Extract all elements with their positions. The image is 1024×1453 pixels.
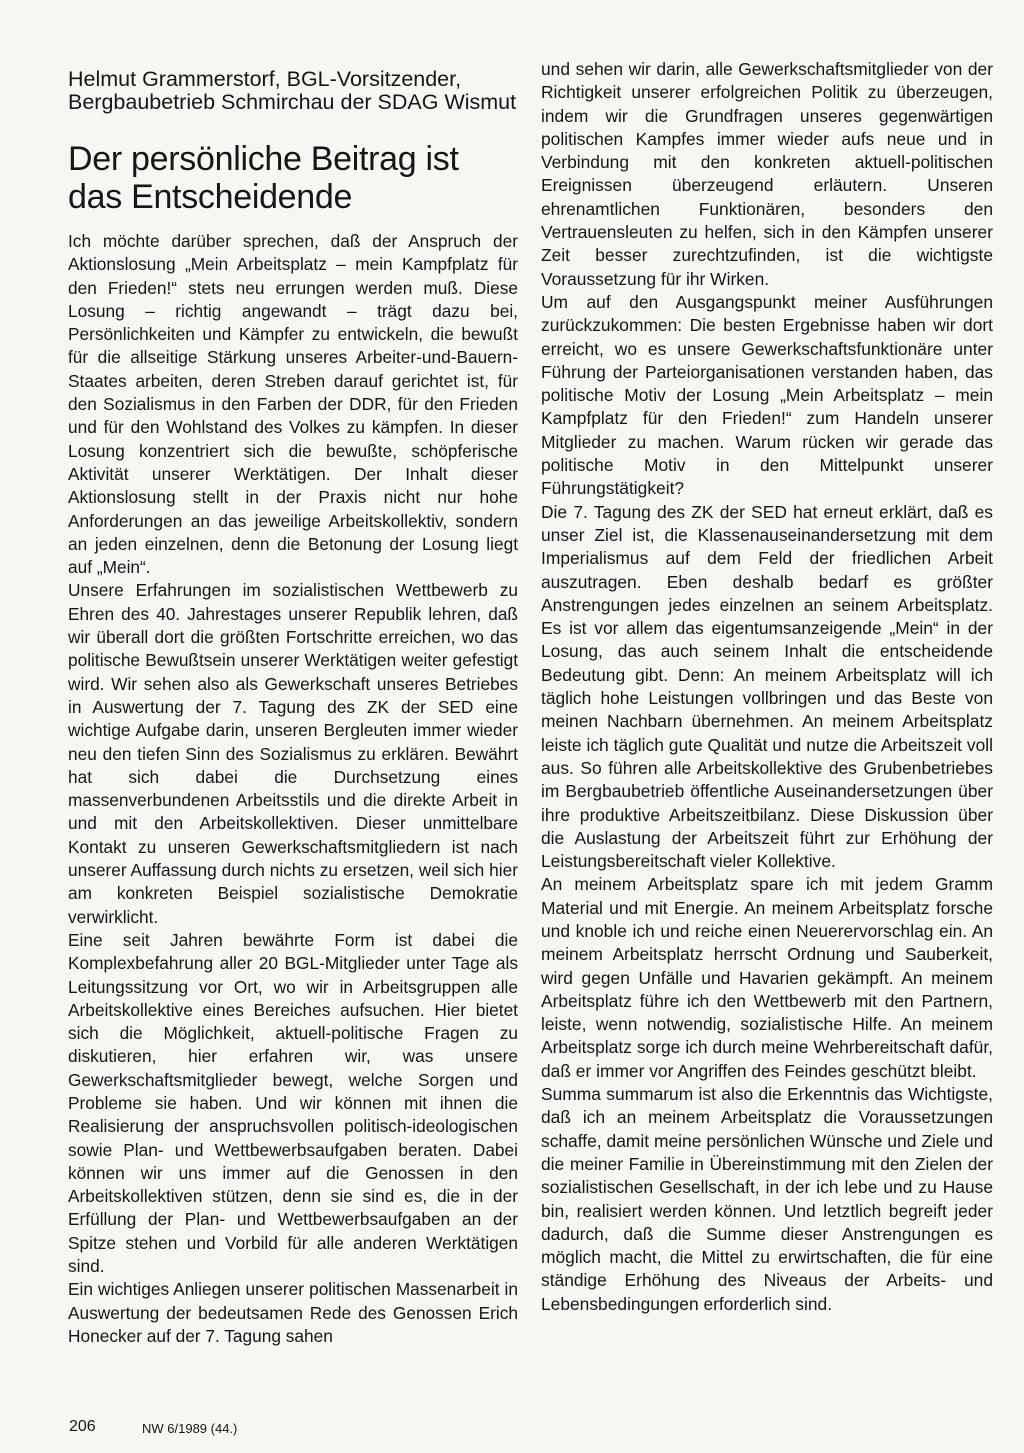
paragraph: Unsere Erfahrungen im sozialistischen Wettbewerb zu Ehren des 40. Jahrestages unserer Republik lehren, daß wir überall dort die größten Fortschritte erreichen, wo das politische Bewußtsein unserer Werktätigen weiter gefestigt wird. Wir sehen also als Gewerkschaft unseres Betriebes in Auswertung der 7. Tagung des ZK der SED eine wichtige Aufgabe darin, unseren Bergleuten immer wieder neu den tiefen Sinn des Sozialismus zu erklären. Bewährt hat sich dabei die Durchsetzung eines massenverbundenen Arbeitsstils und die direkte Arbeit in und mit den Arbeitskollektiven. Dieser unmittelbare Kontakt zu unseren Gewerkschaftsmitgliedern ist nach unserer Auffassung durch nichts zu ersetzen, weil sich hier am konkreten Beispiel sozialistische Demokratie verwirklicht. — [68, 580, 518, 927]
paragraph: Eine seit Jahren bewährte Form ist dabei die Komplexbefahrung aller 20 BGL-Mitglieder unter Tage als Leitungssitzung vor Ort, wo wir in Arbeitsgruppen alle Arbeitskollektive eines Bereiches aufsuchen. Hier bietet sich die Möglichkeit, aktuell-politische Fragen zu diskutieren, hier erfahren wir, was unsere Gewerkschaftsmitglieder bewegt, welche Sorgen und Probleme sie haben. Und wir können mit ihnen die Realisierung der anspruchsvollen politisch-ideologischen sowie Plan- und Wettbewerbsaufgaben beraten. Dabei können wir uns immer auf die Genossen in den Arbeitskollektiven stützen, denn sie sind es, die in der Erfüllung der Plan- und Wettbewerbsaufgaben an der Spitze stehen und Vorbild für alle anderen Werktätigen sind. — [68, 929, 518, 1277]
page-number: 206 — [69, 1418, 96, 1435]
paragraph: Um auf den Ausgangspunkt meiner Ausführungen zurückzukommen: Die besten Ergebnisse haben wir dort erreicht, wo es unsere Gewerkschaftsfunktionäre unter Führung der Parteiorganisationen verstanden haben, das politische Motiv der Losung „Mein Arbeitsplatz – mein Kampfplatz für den Frieden!“ zum Handeln unserer Mitglieder zu machen. Warum rücken wir gerade das politische Motiv in den Mittelpunkt unserer Führungstätigkeit? — [541, 291, 993, 499]
paragraph: und sehen wir darin, alle Gewerkschaftsmitglieder von der Richtigkeit unserer erfolgreichen Politik zu überzeugen, indem wir die Grundfragen unseres gegenwärtigen politischen Kampfes immer wieder aufs neue und in Verbindung mit den konkreten aktuell-politischen Ereignissen überzeugend erläutern. Unseren ehrenamtlichen Funktionären, besonders den Vertrauensleuten zu helfen, sich in den Kämpfen unserer Zeit besser zurechtzufinden, ist die wichtigste Voraussetzung für ihr Wirken. — [541, 59, 993, 289]
paragraph: Summa summarum ist also die Erkenntnis das Wichtigste, daß ich an meinem Arbeitsplatz die Voraussetzungen schaffe, damit meine persönlichen Wünsche und Ziele und die meiner Familie in Übereinstimmung mit den Zielen der sozialistischen Gesellschaft, in der ich lebe und zu Hause bin, realisiert werden können. Und letztlich begreift jeder dadurch, daß die Summe dieser Anstrengungen es möglich macht, die Mittel zu erwirtschaften, die für eine ständige Erhöhung des Niveaus der Arbeits- und Lebensbedingungen erforderlich sind. — [541, 1084, 993, 1314]
paragraph: Ein wichtiges Anliegen unserer politischen Massenarbeit in Auswertung der bedeutsamen Rede des Genossen Erich Honecker auf der 7. Tagung sahen — [68, 1279, 518, 1346]
right-column — [541, 58, 993, 1316]
paragraph: Die 7. Tagung des ZK der SED hat erneut erklärt, daß es unser Ziel ist, die Klassenauseinandersetzung mit dem Imperialismus auf dem Feld der friedlichen Arbeit auszutragen. Eben deshalb bedarf es größter Anstrengungen jedes einzelnen an seinem Arbeitsplatz. Es ist vor allem das eigentumsanzeigende „Mein“ in der Losung, das auch seinem Inhalt die entscheidende Bedeutung gibt. Denn: An meinem Arbeitsplatz will ich täglich hohe Leistungen vollbringen und das Beste von meinen Nachbarn übernehmen. An meinem Arbeitsplatz leiste ich täglich gute Qualität und nutze die Arbeitszeit voll aus. So führen alle Arbeitskollektive des Grubenbetriebes im Bergbaubetrieb öffentliche Auseinandersetzungen über ihre produktive Arbeitszeitbilanz. Diese Diskussion über die Auslastung der Arbeitszeit führt zur Erhöhung der Leistungsbereitschaft vieler Kollektive. — [541, 501, 993, 872]
paragraph: An meinem Arbeitsplatz spare ich mit jedem Gramm Material und mit Energie. An meinem Arbeitsplatz forsche und knoble ich und reiche einen Neuerervorschlag ein. An meinem Arbeitsplatz herrscht Ordnung und Sauberkeit, wird gegen Unfälle und Havarien gekämpft. An meinem Arbeitsplatz führe ich den Wettbewerb mit den Partnern, leiste, wenn notwendig, sozialistische Hilfe. An meinem Arbeitsplatz sorge ich durch meine Wehrbereitschaft dafür, daß er immer vor Angriffen des Feindes geschützt bleibt. — [541, 874, 993, 1081]
author-byline: Helmut Grammerstorf, BGL-Vorsitzender, Bergbaubetrieb Schmirchau der SDAG Wismut — [68, 67, 517, 114]
issue-reference: NW 6/1989 (44.) — [142, 1421, 238, 1436]
article-headline: Der persönliche Beitrag ist das Entscheidende — [68, 140, 459, 216]
paragraph: Ich möchte darüber sprechen, daß der Anspruch der Aktionslosung „Mein Arbeitsplatz – mein Kampfplatz für den Frieden!“ stets neu errungen werden muß. Diese Losung – richtig angewandt – trägt dazu bei, Persönlichkeiten und Kämpfer zu entwickeln, die bewußt für die allseitige Stärkung unseres Arbeiter-und-Bauern-Staates arbeiten, deren Streben darauf gerichtet ist, für den Sozialismus in den Farben der DDR, für den Frieden und für den Wohlstand des Volkes zu kämpfen. In dieser Losung konzentriert sich die bewußte, schöpferische Aktivität unserer Werktätigen. Der Inhalt dieser Aktionslosung stellt in der Praxis nicht nur hohe Anforderungen an das jeweilige Arbeitskollektiv, sondern an jeden einzelnen, denn die Betonung der Losung liegt auf „Mein“. — [68, 231, 518, 578]
left-column — [68, 54, 518, 1348]
